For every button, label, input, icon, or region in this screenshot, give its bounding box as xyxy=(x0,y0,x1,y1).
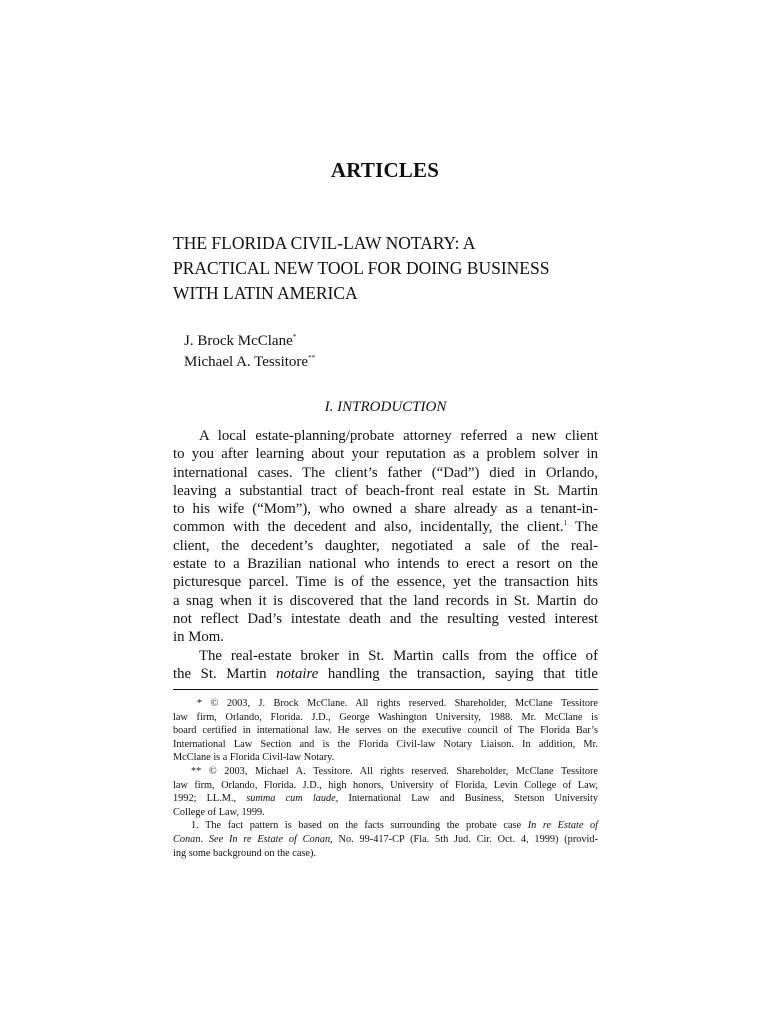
body-text-run: handling the transaction, saying that title xyxy=(318,665,598,682)
footnote-text-run: 1992; LL.M., xyxy=(173,793,247,805)
author-name: Michael A. Tessitore xyxy=(184,354,309,370)
body-line: to his wife (“Mom”), who owned a share already as a tenant-in- xyxy=(173,501,598,518)
footnote-divider xyxy=(173,689,598,690)
title-line: WITH LATIN AMERICA xyxy=(173,283,358,303)
author-list xyxy=(184,331,315,373)
author xyxy=(184,352,315,373)
body-text xyxy=(173,427,598,683)
body-line: picturesque parcel. Time is of the essence, yet the transaction hits xyxy=(173,574,598,591)
body-line: in Mom. xyxy=(173,629,224,646)
footnote-line: International Law Section and is the Florida Civil-law Notary Liaison. In addition, Mr. xyxy=(173,738,598,750)
footnotes xyxy=(173,697,598,860)
case-name: Conan xyxy=(173,833,201,845)
footnote-line: * © 2003, J. Brock McClane. All rights reserved. Shareholder, McClane Tessitore xyxy=(197,698,598,709)
footnote-line: ** © 2003, Michael A. Tessitore. All rights reserved. Shareholder, McClane Tessitore xyxy=(191,765,598,777)
footnote-line: board certified in international law. He serves on the executive council of The Florida Bar’s xyxy=(173,725,598,737)
author xyxy=(184,331,315,352)
footnote-text-run: , International Law and Business, Stetson University xyxy=(335,793,599,805)
body-line: international cases. The client’s father (“Dad”) died in Orlando, xyxy=(173,464,598,481)
footnote-line: McClane is a Florida Civil-law Notary. xyxy=(173,752,335,764)
case-citation-signal: See In re Estate of Conan xyxy=(208,833,331,845)
italic-term: notaire xyxy=(276,665,319,682)
introduction-heading: I. INTRODUCTION xyxy=(324,399,447,415)
section-heading: ARTICLES xyxy=(330,158,440,182)
title-line: THE FLORIDA CIVIL-LAW NOTARY: A xyxy=(173,233,476,253)
body-text-run: The xyxy=(575,519,599,536)
footnote-text-run: , No. 99-417-CP (Fla. 5th Jud. Cir. Oct. 4, 1999) (provid- xyxy=(330,833,598,845)
body-text-run: common with the decedent and also, incidentally, the client. xyxy=(173,519,564,536)
footnote-line: law firm, Orlando, Florida. J.D., George Washington University, 1988. Mr. McClane is xyxy=(173,711,598,723)
body-line: not reflect Dad’s intestate death and the resulting vested interest xyxy=(173,610,598,627)
body-line xyxy=(173,518,598,536)
body-line xyxy=(173,665,598,683)
article-title xyxy=(173,231,613,306)
footnote-line: ing some background on the case). xyxy=(173,847,316,859)
body-line: The real-estate broker in St. Martin calls from the office of xyxy=(199,647,598,664)
body-line: A local estate-planning/probate attorney referred a new client xyxy=(199,428,598,444)
body-text-run: the St. Martin xyxy=(173,665,277,682)
footnote-line xyxy=(173,819,598,833)
body-line: to you after learning about your reputation as a problem solver in xyxy=(173,446,598,463)
italic-term: summa cum laude xyxy=(246,793,336,805)
title-line: PRACTICAL NEW TOOL FOR DOING BUSINESS xyxy=(173,258,550,278)
author-footnote-mark: ** xyxy=(308,354,316,362)
footnote-line: College of Law, 1999. xyxy=(173,806,265,818)
footnote-line: law firm, Orlando, Florida. J.D., high honors, University of Florida, Levin College of Law, xyxy=(173,779,598,791)
footnote-line xyxy=(173,792,598,806)
footnote-text-run: 1. The fact pattern is based on the facts surrounding the probate case xyxy=(191,820,528,832)
footnote-reference[interactable]: 1 xyxy=(563,519,568,528)
body-line: leaving a substantial tract of beach-front real estate in St. Martin xyxy=(173,482,598,499)
footnote-line xyxy=(173,833,598,847)
body-line: a snag when it is discovered that the land records in St. Martin do xyxy=(173,592,598,609)
body-line: estate to a Brazilian national who intends to erect a resort on the xyxy=(173,556,598,573)
author-name: J. Brock McClane xyxy=(184,333,293,349)
body-line: client, the decedent’s daughter, negotiated a sale of the real- xyxy=(173,537,598,554)
footnote-text-run: . xyxy=(200,833,209,845)
author-footnote-mark: * xyxy=(292,333,297,341)
case-name: In re Estate of xyxy=(527,820,599,832)
